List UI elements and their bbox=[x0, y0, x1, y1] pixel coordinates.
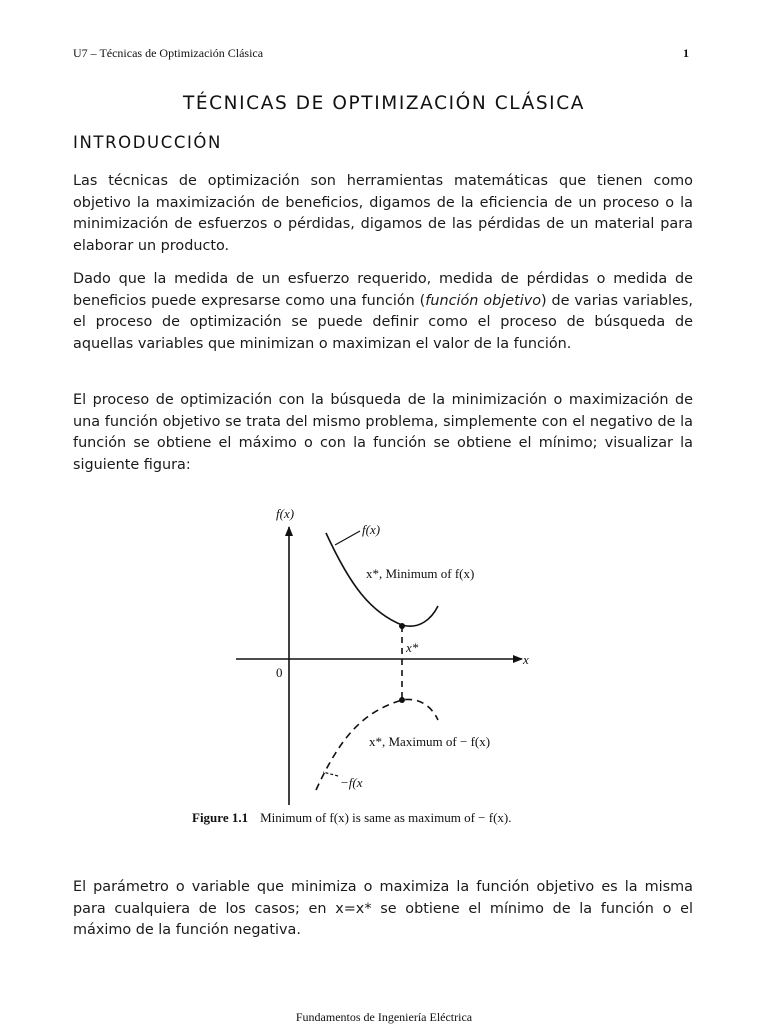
max-point bbox=[399, 697, 405, 703]
document-title: TÉCNICAS DE OPTIMIZACIÓN CLÁSICA bbox=[182, 93, 586, 114]
paragraph-intro: Las técnicas de optimización son herramientas matemáticas que tienen como objetivo la maximización de beneficios, digamos de la eficiencia de un proceso o la minimización de esfuerzos o pérdidas, digamos de las pérdidas de un material para elaborar un producto. bbox=[73, 173, 693, 255]
min-label: x*, Minimum of f(x) bbox=[366, 566, 475, 581]
section-heading: INTRODUCCIÓN bbox=[73, 133, 222, 152]
origin-label: 0 bbox=[276, 665, 283, 680]
figure-min-max bbox=[180, 500, 600, 840]
x-axis-label: x bbox=[523, 652, 529, 667]
paragraph-conclusion: El parámetro o variable que minimiza o maximiza la función objetivo es la misma para cualquiera de los casos; en x=x* se obtiene el mínimo de la función o el máximo de la función negativa. bbox=[73, 879, 693, 939]
paragraph-text: ) de varias variables, el proceso de optimización se puede definir como el proceso de búsqueda de aquellas variables que minimizan o maximizan el valor de la función. bbox=[73, 292, 693, 353]
running-header: U7 – Técnicas de Optimización Clásica bbox=[73, 46, 264, 60]
min-point bbox=[399, 623, 405, 629]
neg-fx-label: −f(x bbox=[340, 775, 363, 790]
paragraph-objective-function bbox=[73, 269, 693, 356]
paragraph-text: Dado que la medida de un esfuerzo requerido, medida de pérdidas o medida de beneficios puede expresarse como una función ( bbox=[73, 271, 693, 309]
caption-text: Minimum of f(x) is same as maximum of − f(x). bbox=[260, 810, 512, 825]
fx-pointer bbox=[335, 531, 360, 545]
page-number: 1 bbox=[683, 46, 689, 60]
max-label: x*, Maximum of − f(x) bbox=[369, 734, 491, 749]
running-footer: Fundamentos de Ingeniería Eléctrica bbox=[295, 1010, 473, 1024]
neg-fx-pointer bbox=[323, 772, 338, 776]
figure-caption bbox=[192, 810, 512, 825]
emphasis-term: función objetivo bbox=[425, 292, 542, 309]
paragraph-min-max: El proceso de optimización con la búsqueda de la minimización o maximización de una función objetivo se trata del mismo problema, simplemente con el negativo de la función se obtiene el máximo o con la función se obtiene el mínimo; visualizar la siguiente figura: bbox=[73, 392, 693, 474]
fx-curve-label: f(x) bbox=[362, 522, 381, 537]
xstar-label: x* bbox=[406, 640, 419, 655]
caption-label: Figure 1.1 bbox=[192, 810, 249, 825]
y-axis-label: f(x) bbox=[276, 506, 295, 521]
